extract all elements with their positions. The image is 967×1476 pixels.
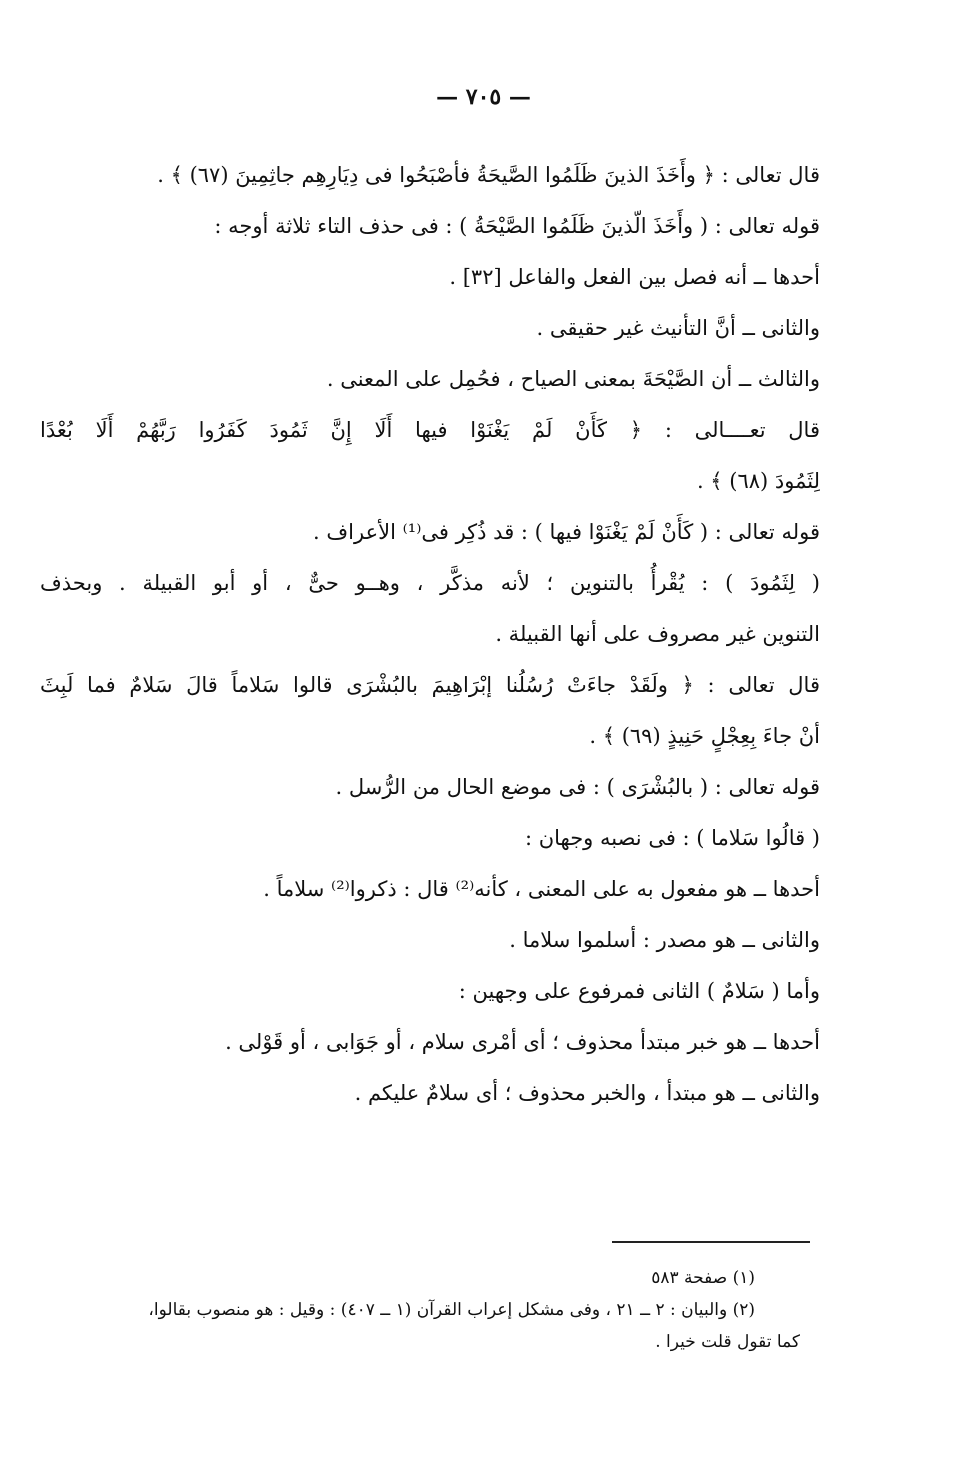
text-line: والثالث ــ أن الصَّيْحَةَ بمعنى الصياح ، فحُمِل على المعنى . [326, 367, 820, 391]
text-line: قوله تعالى : ( بالبُشْرَى ) : فى موضع الحال من الرُّسل . [335, 775, 820, 799]
text-line: قوله تعالى : ( كَأَنْ لَمْ يَغْنَوْا فيها ) : قد ذُكِر فى⁽¹⁾ الأعراف . [313, 520, 820, 544]
text-line: وأما ( سَلامٌ ) الثانى فمرفوع على وجهين : [458, 979, 820, 1003]
text-line-verse-69: قال تعالى : ﴿ ولَقَدْ جاءَتْ رُسُلُنا إبْرَاهِيمَ بالبُشْرَى قالوا سَلاماً قالَ سَلامٌ فما لَبِثَ [40, 673, 820, 697]
text-line: والثانى ــ هو مصدر : أسلموا سلاما . [509, 928, 820, 952]
text-line: لِثَمُودَ (٦٨) ﴾ . [696, 469, 820, 493]
text-line: ( قالُوا سَلاما ) : فى نصبه وجهان : [524, 826, 820, 850]
footnote-2: (٢) والبيان : ٢ ــ ٢١ ، وفى مشكل إعراب القرآن (١ ــ ٤٠٧) : وقيل : هو منصوب بقالوا، [148, 1300, 755, 1320]
text-line: أحدها ــ هو خبر مبتدأ محذوف ؛ أى أمْرى سلام ، أو جَوَابى ، أو قَوْلى . [225, 1030, 820, 1054]
text-line-verse-67: قال تعالى : ﴿ وأَخَذَ الذينَ ظَلَمُوا الصَّيحَةُ فأصْبَحُوا فى دِيَارِهِم جاثِمِينَ (٦٧) ﴾ . [157, 163, 820, 187]
footnote-2-continued: كما تقول قلت خيرا . [655, 1332, 800, 1352]
footnote-divider [612, 1241, 810, 1243]
main-text [40, 150, 820, 1119]
footnote-1: (١) صفحة ٥٨٣ [651, 1268, 755, 1288]
text-line: أنْ جاءَ بِعِجْلٍ حَنِيذٍ (٦٩) ﴾ . [589, 724, 820, 748]
text-line: ( لِثَمُودَ ) : يُقْرأُ بالتنوين ؛ لأنه مذكَّر ، وهــو حىٌّ ، أو أبو القبيلة . وبحذف [40, 571, 820, 595]
page-number: — ٧٠٥ — [436, 84, 531, 110]
text-line: والثانى ــ هو مبتدأ ، والخبر محذوف ؛ أى سلامٌ عليكم . [354, 1081, 820, 1105]
text-line-verse-68: قال تعــــالى : ﴿ كَأَنْ لَمْ يَغْنَوْا فيها أَلَا إِنَّ ثَمُودَ كَفَرُوا رَبَّهُمْ أَلَا بُعْدًا [40, 418, 820, 442]
footnotes [30, 1262, 810, 1358]
text-line: أحدها ــ هو مفعول به على المعنى ، كأنه⁽²⁾ قال : ذكروا⁽²⁾ سلاماً . [263, 877, 820, 901]
text-line: أحدها ــ أنه فصل بين الفعل والفاعل [٣٢] . [449, 265, 820, 289]
text-line: قوله تعالى : ( وأَخَذَ الّذينَ ظَلَمُوا الصَّيْحَةُ ) : فى حذف التاء ثلاثة أوجه : [214, 214, 820, 238]
text-line: والثانى ــ أنَّ التأنيث غير حقيقى . [536, 316, 820, 340]
text-line: التنوين غير مصروف على أنها القبيلة . [495, 622, 820, 646]
